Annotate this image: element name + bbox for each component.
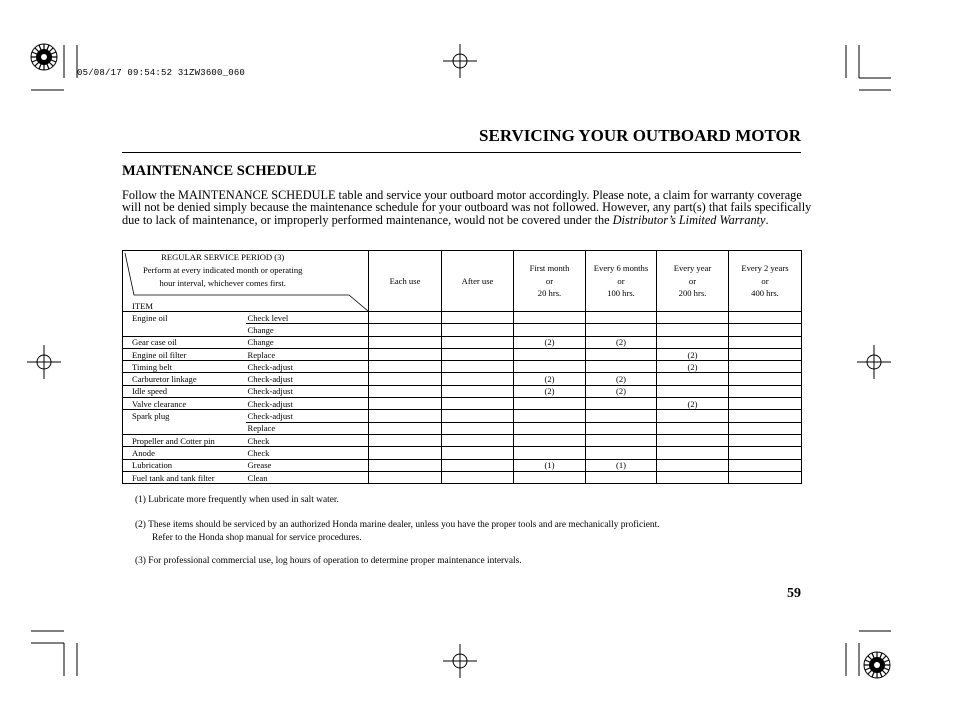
interval-cell [729,434,802,446]
starburst-target-top-left-icon [30,43,58,71]
page-heading: MAINTENANCE SCHEDULE [122,163,317,179]
interval-cell [514,398,586,410]
item-cell: Lubrication [123,459,246,471]
interval-cell [729,373,802,385]
column-header-first-month: First month or 20 hrs. [514,251,586,312]
interval-cell [514,348,586,360]
item-cell: Fuel tank and tank filter [123,471,246,483]
interval-cell [586,410,657,422]
interval-cell [729,336,802,348]
action-cell: Check-adjust [246,398,369,410]
interval-cell: (2) [657,361,729,373]
interval-cell [369,447,442,459]
interval-cell [586,361,657,373]
footnote-3: (3) For professional commercial use, log hours of operation to determine proper maintenance intervals. [135,556,522,566]
interval-cell [514,312,586,324]
table-row [123,447,802,459]
maintenance-schedule-table [122,250,802,484]
interval-cell [442,348,514,360]
interval-cell [442,361,514,373]
interval-cell [514,422,586,434]
interval-cell [442,324,514,336]
interval-cell: (2) [586,373,657,385]
interval-cell [514,447,586,459]
interval-cell: (2) [514,373,586,385]
table-header-row [123,251,802,312]
intro-text: Follow the MAINTENANCE SCHEDULE table and service your outboard motor accordingly. Please note, a claim for warranty coverage will not be denied simply because the maintenance schedule for your outboard was not followed. However, any part(s) that fails specifically due to lack of maintenance, or improperly performed maintenance, would not be covered under the [122,188,812,227]
interval-cell [369,312,442,324]
footnote-2: (2) These items should be serviced by an authorized Honda marine dealer, unless you have the proper tools and are mechanically proficient. Refer to the Honda shop manual for service procedures. [135,520,660,543]
item-cell: Engine oil [123,312,246,324]
action-cell: Check-adjust [246,410,369,422]
table-row [123,422,802,434]
item-cell: Timing belt [123,361,246,373]
registration-mark-right-icon [857,345,891,379]
interval-cell [442,410,514,422]
header-divider [122,152,801,153]
interval-cell [442,312,514,324]
interval-cell [514,434,586,446]
interval-cell [369,434,442,446]
interval-cell [369,471,442,483]
interval-cell [369,336,442,348]
item-cell: Valve clearance [123,398,246,410]
registration-mark-top-icon [443,44,477,78]
interval-cell: (2) [586,336,657,348]
item-cell [123,324,246,336]
action-cell: Check [246,447,369,459]
interval-cell [442,373,514,385]
interval-cell [729,398,802,410]
interval-cell [442,434,514,446]
interval-cell [586,447,657,459]
interval-cell [514,324,586,336]
item-cell [123,422,246,434]
item-cell: Carburetor linkage [123,373,246,385]
action-cell: Replace [246,422,369,434]
table-row [123,324,802,336]
registration-mark-left-icon [27,345,61,379]
interval-cell [729,348,802,360]
item-cell: Gear case oil [123,336,246,348]
print-timestamp: 05/08/17 09:54:52 31ZW3600_060 [77,68,246,78]
interval-cell [729,422,802,434]
interval-cell [369,373,442,385]
section-title: SERVICING YOUR OUTBOARD MOTOR [479,126,801,145]
registration-mark-bottom-icon [443,644,477,678]
table-row [123,385,802,397]
table-row [123,336,802,348]
interval-cell [442,422,514,434]
interval-cell [586,324,657,336]
interval-cell [586,422,657,434]
action-cell: Clean [246,471,369,483]
interval-cell [729,410,802,422]
action-cell: Check [246,434,369,446]
interval-cell [729,471,802,483]
interval-cell [729,385,802,397]
table-body [123,312,802,484]
column-header-after-use: After use [442,251,514,312]
item-column-label: ITEM [132,301,154,311]
column-header-every-2-years: Every 2 years or 400 hrs. [729,251,802,312]
interval-cell [729,361,802,373]
interval-cell: (2) [514,385,586,397]
interval-cell [657,336,729,348]
interval-cell [729,312,802,324]
action-cell: Check-adjust [246,385,369,397]
interval-cell [729,459,802,471]
action-cell: Check-adjust [246,361,369,373]
interval-cell: (2) [657,398,729,410]
item-cell: Spark plug [123,410,246,422]
item-cell: Engine oil filter [123,348,246,360]
interval-cell [657,434,729,446]
action-cell: Change [246,324,369,336]
item-cell: Propeller and Cotter pin [123,434,246,446]
interval-cell [729,447,802,459]
intro-paragraph [122,189,812,226]
action-cell: Change [246,336,369,348]
interval-cell: (2) [586,385,657,397]
interval-cell [369,361,442,373]
interval-cell [586,398,657,410]
table-row [123,410,802,422]
interval-cell [442,471,514,483]
intro-end: . [765,212,769,227]
interval-cell [442,385,514,397]
interval-cell [369,410,442,422]
action-cell: Replace [246,348,369,360]
table-row [123,312,802,324]
footnote-1: (1) Lubricate more frequently when used in salt water. [135,495,339,505]
interval-cell [657,422,729,434]
interval-cell [657,410,729,422]
page-number: 59 [787,586,801,601]
interval-cell [369,398,442,410]
interval-cell [657,385,729,397]
column-header-every-year: Every year or 200 hrs. [657,251,729,312]
starburst-target-bottom-right-icon [863,651,891,679]
interval-cell [514,471,586,483]
table-row [123,459,802,471]
interval-cell [369,385,442,397]
interval-cell [369,459,442,471]
interval-cell [657,324,729,336]
interval-cell [586,434,657,446]
interval-cell [586,312,657,324]
table-row [123,398,802,410]
interval-cell [442,447,514,459]
interval-cell [657,447,729,459]
interval-cell [514,410,586,422]
interval-cell [369,324,442,336]
table-row [123,361,802,373]
interval-cell [729,324,802,336]
interval-cell: (1) [586,459,657,471]
interval-cell [514,361,586,373]
interval-cell [657,373,729,385]
column-header-every-6-months: Every 6 months or 100 hrs. [586,251,657,312]
warranty-title: Distributor’s Limited Warranty [612,212,766,227]
interval-cell [369,422,442,434]
interval-cell [369,348,442,360]
interval-cell: (2) [514,336,586,348]
interval-cell [657,471,729,483]
interval-cell [442,336,514,348]
action-cell: Grease [246,459,369,471]
item-cell: Anode [123,447,246,459]
table-row [123,373,802,385]
interval-cell [442,459,514,471]
table-row [123,434,802,446]
table-corner-cell [123,251,369,312]
table-row [123,348,802,360]
interval-cell [657,459,729,471]
column-header-each-use: Each use [369,251,442,312]
interval-cell [586,471,657,483]
action-cell: Check-adjust [246,373,369,385]
table-row [123,471,802,483]
interval-cell: (2) [657,348,729,360]
interval-cell [657,312,729,324]
service-period-label: REGULAR SERVICE PERIOD (3) Perform at every indicated month or operating hour interval, whichever comes first. [143,252,303,288]
action-cell: Check level [246,312,369,324]
interval-cell [442,398,514,410]
interval-cell [586,348,657,360]
item-cell: Idle speed [123,385,246,397]
interval-cell: (1) [514,459,586,471]
